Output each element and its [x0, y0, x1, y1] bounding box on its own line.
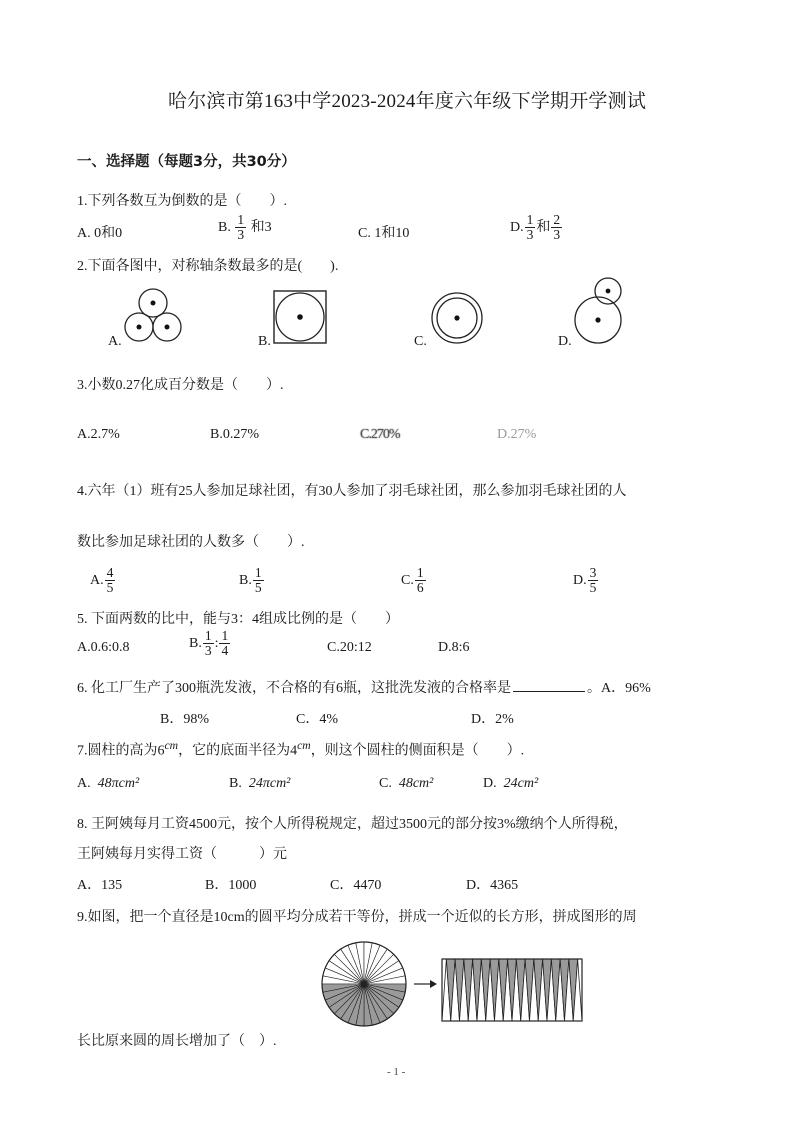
option-value: 24cm²: [503, 776, 539, 791]
question-4-option-d: [573, 566, 599, 595]
stem-text: 7.圆柱的高为6: [77, 743, 165, 759]
question-7-stem: [77, 739, 524, 760]
option-value: 48cm²: [398, 776, 434, 791]
denominator: 4: [221, 643, 229, 659]
numerator: 1: [254, 565, 262, 580]
stem-text: 6. 化工厂生产了300瓶洗发液，不合格的有6瓶，这批洗发液的合格率是: [77, 681, 511, 696]
question-2-stem: 2.下面各图中，对称轴条数最多的是( ).: [77, 259, 339, 274]
question-7-option-d: [483, 776, 538, 792]
denominator: 3: [204, 643, 212, 659]
denominator: 5: [254, 580, 262, 596]
question-8-option-d: D．4365: [466, 878, 519, 893]
fraction: [415, 566, 426, 595]
option-label: B.: [229, 776, 242, 791]
option-text: 和3: [250, 219, 272, 235]
approx-rectangle: [442, 959, 582, 1021]
question-1-option-c: C. 1和10: [358, 226, 410, 241]
question-7-option-b: [229, 776, 290, 792]
unit-cm: cm: [164, 739, 179, 752]
question-7-option-a: [77, 776, 139, 792]
option-label: A.: [90, 572, 104, 588]
question-6-option-d: D．2%: [471, 712, 514, 727]
question-8-stem-line2: 王阿姨每月实得工资（ ）元: [77, 847, 287, 862]
figure-c-concentric-circles: [430, 291, 484, 345]
fraction: [203, 629, 214, 658]
question-8-option-b: B．1000: [205, 878, 257, 893]
fraction: [235, 213, 246, 242]
question-6-option-c: C．4%: [296, 712, 338, 727]
denominator: 6: [416, 580, 424, 596]
option-value: 24πcm²: [248, 776, 291, 791]
question-1-option-d: [510, 213, 563, 242]
option-label: D.: [573, 572, 587, 588]
arrow-head: [430, 980, 437, 988]
question-2-option-c: C.: [414, 334, 427, 349]
numerator: 1: [526, 212, 534, 227]
option-label: C.: [401, 572, 414, 588]
option-label: D.: [483, 776, 497, 791]
question-9-stem-line2: 长比原来圆的周长增加了（ ）.: [77, 1034, 277, 1049]
fraction: [105, 566, 116, 595]
question-5-option-c: C.20:12: [327, 640, 372, 655]
question-3-option-b: B.0.27%: [210, 427, 259, 442]
denominator: 3: [553, 227, 561, 243]
question-5-option-a: A.0.6:0.8: [77, 640, 130, 655]
numerator: 1: [221, 628, 229, 643]
fraction: [551, 213, 562, 242]
question-7-option-c: [379, 776, 433, 792]
question-8-option-a: A．135: [77, 878, 123, 893]
question-1-option-b: [218, 213, 272, 242]
option-label: D.: [510, 219, 524, 235]
fraction: [253, 566, 264, 595]
question-1-option-a: A. 0和0: [77, 226, 123, 241]
option-label: B.: [239, 572, 252, 588]
question-8-option-c: C．4470: [330, 878, 382, 893]
question-9-stem-line1: 9.如图，把一个直径是10cm的圆平均分成若干等份，拼成一个近似的长方形，拼成图形的周: [77, 910, 637, 925]
figure-d-two-circles: [572, 276, 630, 346]
question-5-stem: 5. 下面两数的比中，能与3：4组成比例的是（ ）: [77, 612, 399, 627]
question-5-option-d: D.8:6: [438, 640, 470, 655]
stem-text: ，则这个圆柱的侧面积是（ ）.: [310, 743, 525, 759]
divided-circle: [322, 942, 406, 1026]
question-3-option-c: C.270%: [360, 427, 400, 442]
section-heading: 一、选择题（每题3分，共30分）: [77, 154, 296, 170]
numerator: 4: [106, 565, 114, 580]
figure-circle-to-rectangle: [318, 939, 586, 1029]
question-4-stem-line2: 数比参加足球社团的人数多（ ）.: [77, 535, 305, 550]
numerator: 1: [204, 628, 212, 643]
question-4-option-b: [239, 566, 265, 595]
question-2-option-a: A.: [108, 334, 122, 349]
option-text: 和: [536, 219, 551, 235]
page-number: - 1 -: [387, 1066, 406, 1078]
ratio-sign: :: [214, 635, 219, 651]
fraction: [219, 629, 230, 658]
question-4-option-c: [401, 566, 427, 595]
numerator: 1: [416, 565, 424, 580]
figure-b-circle-in-square: [272, 289, 328, 345]
question-4-option-a: [90, 566, 116, 595]
numerator: 2: [553, 212, 561, 227]
question-2-option-b: B.: [258, 334, 271, 349]
stem-text-end: 。A．96%: [587, 681, 651, 696]
option-label: B.: [218, 219, 231, 235]
denominator: 5: [589, 580, 597, 596]
question-8-stem-line1: 8. 王阿姨每月工资4500元，按个人所得税规定，超过3500元的部分按3%缴纳个人所得税，: [77, 817, 628, 832]
answer-blank[interactable]: [513, 690, 585, 692]
denominator: 5: [106, 580, 114, 596]
figure-a-three-circles: [118, 285, 188, 347]
numerator: 3: [589, 565, 597, 580]
question-3-stem: 3.小数0.27化成百分数是（ ）.: [77, 378, 284, 393]
page-title: 哈尔滨市第163中学2023-2024年度六年级下学期开学测试: [168, 91, 647, 112]
numerator: 1: [237, 212, 245, 227]
option-label: C.: [379, 776, 392, 791]
question-1-stem: 1.下列各数互为倒数的是（ ）.: [77, 194, 287, 209]
denominator: 3: [237, 227, 245, 243]
question-6-stem: [77, 677, 651, 697]
question-2-option-d: D.: [558, 334, 572, 349]
stem-text: ，它的底面半径为4: [178, 743, 298, 759]
question-5-option-b: [189, 629, 231, 658]
question-3-option-a: A.2.7%: [77, 427, 120, 442]
option-label: A.: [77, 776, 91, 791]
option-label: B.: [189, 635, 202, 651]
question-6-option-b: B．98%: [160, 712, 209, 727]
fraction: [588, 566, 599, 595]
option-value: 48πcm²: [97, 776, 140, 791]
question-4-stem-line1: 4.六年（1）班有25人参加足球社团，有30人参加了羽毛球社团，那么参加羽毛球社团的人: [77, 484, 627, 499]
fraction: [525, 213, 536, 242]
unit-cm: cm: [297, 739, 311, 752]
question-3-option-d: D.27%: [497, 427, 537, 442]
denominator: 3: [526, 227, 534, 243]
